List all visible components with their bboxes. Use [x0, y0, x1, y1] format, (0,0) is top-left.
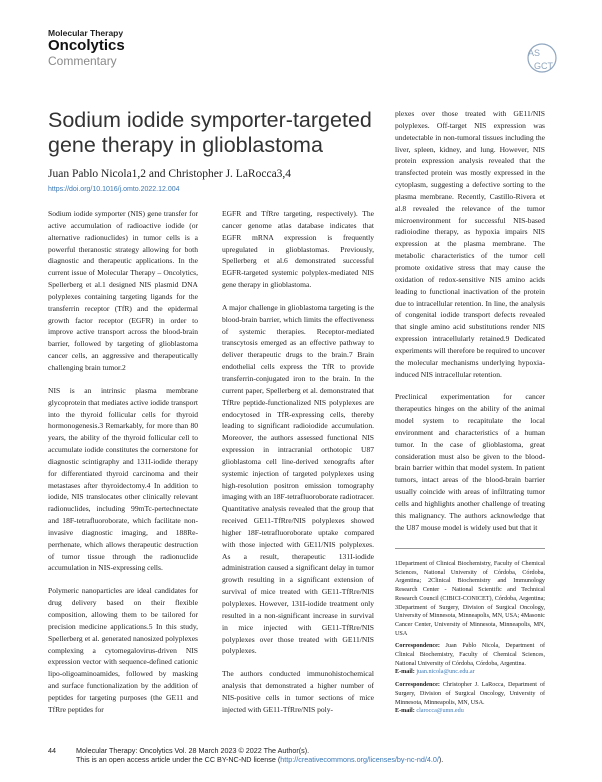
correspondence-2 [395, 681, 545, 716]
paragraph: The authors conducted immunohistochemical analysis that demonstrated a higher number of NIS-positive cells in tumor sections of mice injected with GE11-TfRre/NIS poly- [222, 669, 374, 714]
article-authors: Juan Pablo Nicola1,2 and Christopher J. LaRocca3,4 [48, 168, 292, 180]
correspondence-label: Correspondence: [395, 643, 440, 650]
correspondence-label: Correspondence: [395, 682, 440, 689]
email-label: E-mail: [395, 669, 415, 676]
paragraph: Polymeric nanoparticles are ideal candidates for drug delivery based on their flexible composition, allowing them to be tailored for precision medicine applications.5 In this study, Spellerberg et al. generated nanosized polyplexes complexing a cytomegalovirus-driven NIS expression vector with sequence-defined cationic lipo-oligoaminoamides, followed by masking and surface functionalization by the addition of peptides for targeting purposes (the GE11 and TfRre peptides for [48, 586, 198, 714]
paragraph: A major challenge in glioblastoma targeting is the blood-brain barrier, which limits the effectiveness of systemic therapies. Receptor-mediated transcytosis emerged as an effective pathway to deliver therapeutic drugs to the brain.7 Brain endothelial cells express the TfR to provide transferrin-conjugated iron to the brain. In the current paper, Spellerberg et al. demonstrated that TfRre peptide-functionalized NIS polyplexes are endocytosed in TfR-expressing cells, thereby leading to significant radioiodide accumulation. Moreover, the authors assessed functional NIS expression in intracranial orthotopic U87 glioblastoma cell line-derived xenografts after systemic injection of targeted polyplexes using high-resolution positron emission tomography imaging with an 18F-tetrafluoroborate radiotracer. Quantitative analysis revealed that the group that received GE11-TfRre/NIS polyplexes showed higher 18F-tetrafluoroborate uptake compared with those injected with GE11/NIS polyplexes. As a result, therapeutic 131I-iodide administration caused a significant delay in tumor growth resulting in a significant extension of survival of mice treated with GE11-TfRre/NIS polyplexes. However, 131I-iodide treatment only resulted in a non-significant increase in survival in mice injected with GE11-TfRre/NIS polyplexes over those treated with GE11/NIS polyplexes. [222, 302, 374, 656]
affiliations: 1Department of Clinical Biochemistry, Faculty of Chemical Sciences, National University of Córdoba, Córdoba, Argentina; 2Clinical Biochemistry and Immunology Research Center - National Scientific and Technical Research Council (CIBICI-CONICET), Córdoba, Argentina; 3Department of Surgery, Division of Surgical Oncology, University of Minnesota, Minneapolis, MN, USA; 4Masonic Cancer Center, University of Minnesota, Minneapolis, MN, USA [395, 561, 545, 637]
paragraph: NIS is an intrinsic plasma membrane glycoprotein that mediates active iodide transport into the thyroid follicular cells for thyroid hormonogenesis.3 Remarkably, for more than 80 years, the ability of the thyroid follicular cell to accumulate iodide constitutes the cornerstone for diagnostic scintigraphy and 131I-iodide therapy for differentiated thyroid carcinoma and their metastases after thyroidectomy.4 In addition to iodide, NIS translocates other clinically relevant radionuclides, including 99mTc-pertechnectate and 18F-tetrafluoroborate, which facilitate non-invasive diagnostic imaging, and 188Re-perrhenate, which allows therapeutic destruction of tumor tissue through the radionuclide accumulation in NIS-expressing cells. [48, 385, 198, 573]
paragraph: plexes over those treated with GE11/NIS polyplexes. Off-target NIS expression was undetectable in non-tumoral tissues including the liver, spleen, kidney, and lung. However, NIS protein expression analysis revealed that the transfected protein was mostly expressed in the cytoplasm, suggesting a defective sorting to the plasma membrane. Recently, Castillo-Rivera et al.8 revealed the relevance of the tumor microenvironment for successful NIS-based radioiodine therapy, as hypoxia impairs NIS expression at the plasma membrane. The metabolic characteristics of the tumor cell promote oxidative stress that may cause the oxidation of redox-sensitive NIS amino acids leading to functional inactivation of the protein due to intracellular retention. In line, the analysis of congenital iodide transport defects revealed that single amino acid substitutions render NIS expression intracellularly retained.9 Dedicated experiments will therefore be required to uncover the molecular mechanisms underlying hypoxia-induced NIS intracellular retention. [395, 109, 545, 379]
footer-citation-line [48, 746, 443, 755]
license-suffix: ). [438, 755, 444, 764]
page-number: 44 [48, 746, 56, 755]
correspondence-text: Christopher J. LaRocca, Department of Surgery, Division of Surgical Oncology, University of Minnesota, Minneapolis, MN, USA. [395, 682, 546, 706]
correspondence-1 [395, 642, 545, 677]
body-column-3 [395, 108, 545, 545]
footnote-divider [395, 548, 545, 549]
journal-header [48, 28, 125, 68]
footer-license-line [48, 755, 443, 764]
paragraph: Preclinical experimentation for cancer therapeutics hinges on the ability of the animal model system to recapitulate the local environment and characteristics of a human tumor. In the case of glioblastoma, great consideration must also be given to the blood-brain barrier within that model system. In patient tumors, intact areas of the blood-brain barrier usually coincide with areas of infiltrating tumor cells and highlights another challenge of treating this malignancy. The authors acknowledge that the U87 mouse model is widely used but that it [395, 392, 545, 532]
email-link[interactable]: juan.nicola@unc.edu.ar [416, 669, 475, 676]
paragraph: Sodium iodide symporter (NIS) gene transfer for active accumulation of radioactive iodide (or alternative radionuclides) in tumor cells is a powerful theranostic strategy allowing for both diagnostic and therapeutic applications. In the current issue of Molecular Therapy – Oncolytics, Spellerberg et al.1 designed NIS plasmid DNA polyplexes containing targeting ligands for the transferrin receptor (TfR) and the epidermal growth factor receptor (EGFR) in order to improve active transport across the blood-brain barrier, followed by targeting of glioblastoma cancer cells, an aggressive and therapeutically challenging brain tumor.2 [48, 209, 198, 372]
journal-name-line1: Molecular Therapy [48, 28, 124, 38]
email-label: E-mail: [395, 708, 415, 715]
correspondence-text: Juan Pablo Nicola, Department of Clinical Biochemistry, Faculty of Chemical Sciences, National University of Córdoba, Córdoba, Argentina. [395, 643, 545, 667]
license-prefix: This is an open access article under the CC BY-NC-ND license ( [76, 755, 281, 764]
article-title: Sodium iodide symporter-targeted gene therapy in glioblastoma [48, 108, 372, 157]
asgct-logo-icon [520, 40, 560, 76]
article-type-label: Commentary [48, 54, 117, 68]
paragraph: EGFR and TfRre targeting, respectively). The cancer genome atlas database indicates that EGFR mRNA expression is frequently upregulated in glioblastomas. Previously, Spellerberg et al.6 demonstrated successful EGFR-targeted systemic polyplex-mediated NIS gene therapy in glioblastoma. [222, 209, 374, 290]
svg-text:GCT: GCT [534, 61, 553, 71]
email-link[interactable]: clarocca@umn.edu [416, 708, 464, 715]
journal-name-line2: Oncolytics [48, 37, 125, 54]
svg-text:AS: AS [528, 48, 541, 58]
doi-link[interactable]: https://doi.org/10.1016/j.omto.2022.12.004 [48, 186, 180, 193]
footnotes [395, 560, 545, 720]
footer-citation: Molecular Therapy: Oncolytics Vol. 28 March 2023 © 2022 The Author(s). [76, 746, 310, 755]
body-column-2 [222, 208, 374, 727]
license-link[interactable]: http://creativecommons.org/licenses/by-nc-nd/4.0/ [280, 755, 439, 764]
page-footer [48, 746, 443, 764]
body-column-1 [48, 208, 198, 727]
